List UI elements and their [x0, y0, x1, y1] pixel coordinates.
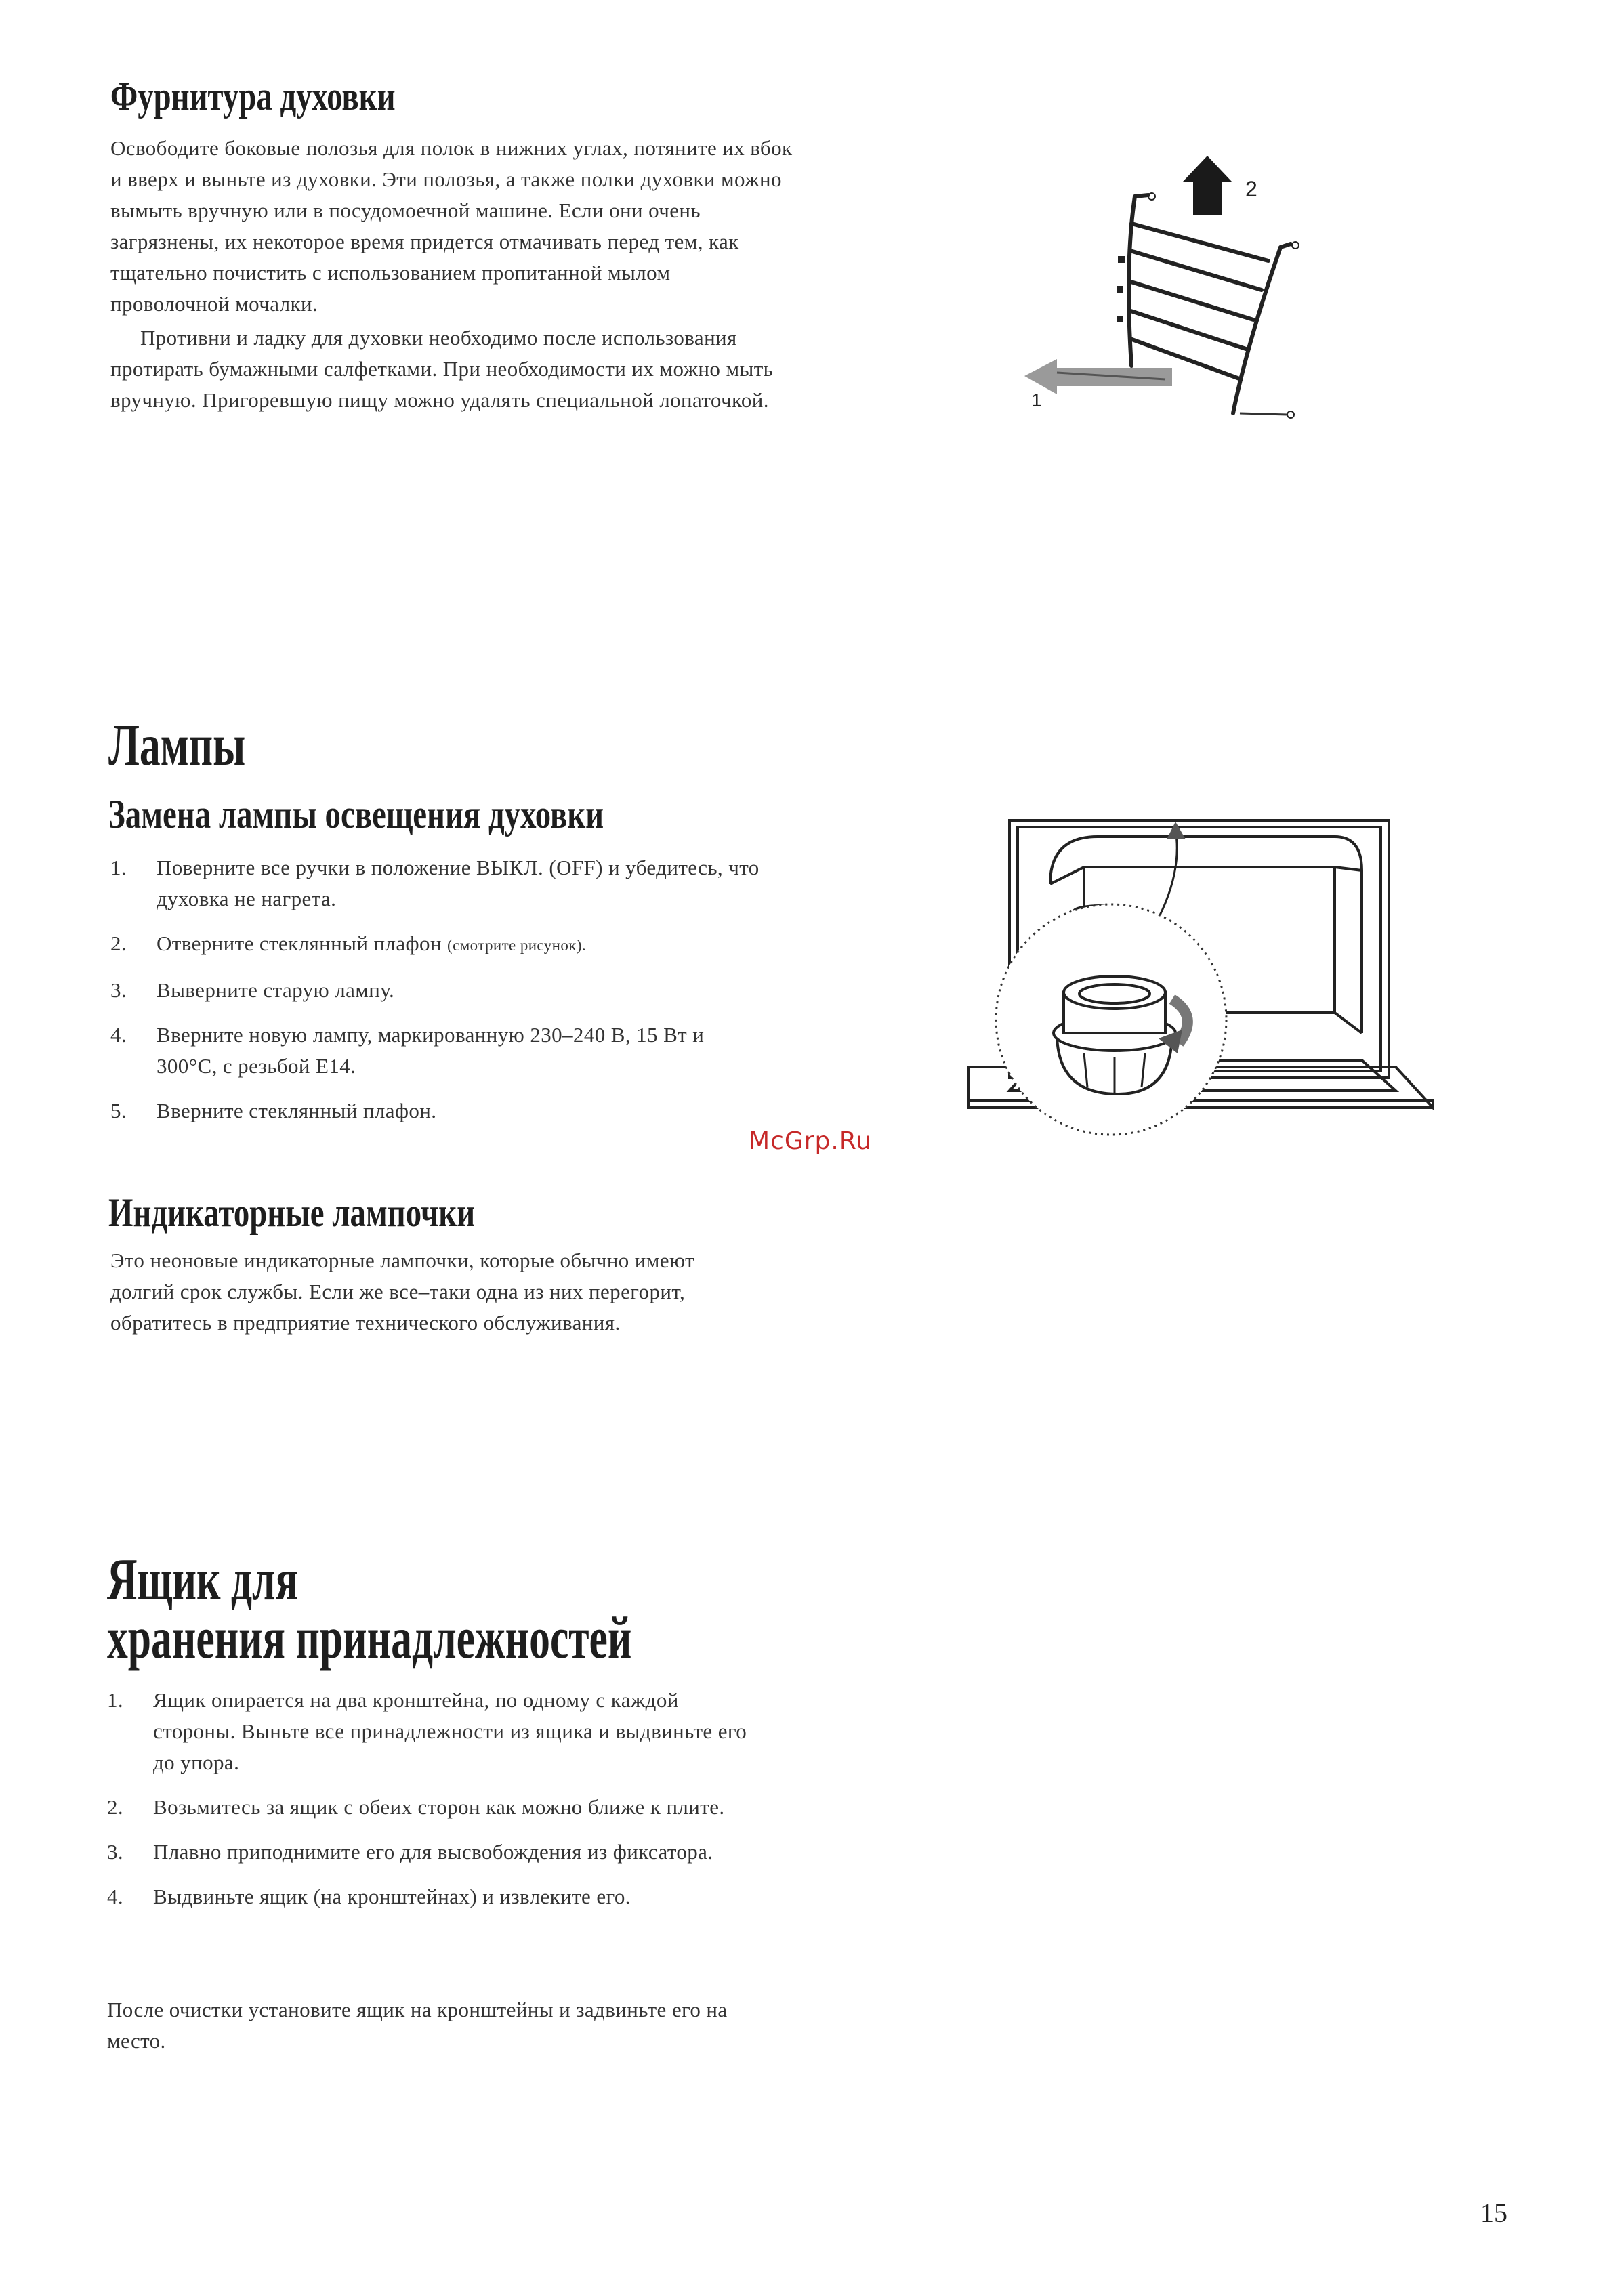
lamp-replacement-steps [110, 852, 761, 1127]
indicator-lamps-text: Это неоновые индикаторные лампочки, которые обычно имеют долгий срок службы. Если же все–таки одна из них перегорит, обратитесь в предприятие технического обслуживания. [110, 1249, 695, 1335]
arrow-left-icon [1024, 359, 1172, 394]
oven-fittings-paragraph-2: Противни и ладку для духовки необходимо после использования протирать бумажными салфетками. При необходимости их можно мыть вручную. Пригоревшую пищу можно удалять специальной лопаточкой. [110, 326, 774, 412]
page-number: 15 [1480, 2198, 1507, 2228]
list-item: 5. Вверните стеклянный плафон. [110, 1099, 437, 1122]
list-item: 1. Ящик опирается на два кронштейна, по одному с каждой стороны. Выньте все принадлежности из ящика и выдвиньте его до упора. [107, 1688, 747, 1774]
list-item: 2. Возьмитесь за ящик с обеих сторон как можно ближе к плите. [107, 1795, 725, 1819]
list-item: 4. Выдвиньте ящик (на кронштейнах) и извлеките его. [107, 1885, 631, 1908]
figure-label-1: 1 [1031, 390, 1042, 411]
list-item: 2. Отверните стеклянный плафон (смотрите рисунок). [110, 931, 587, 955]
section-title-oven-fittings: Фурнитура духовки [110, 74, 396, 119]
oven-lamp-illustration [955, 816, 1457, 1182]
section-title-storage-drawer: Ящик для хранения принадлежностей [107, 1547, 632, 1671]
arrow-up-icon [1183, 156, 1232, 215]
list-item: 1. Поверните все ручки в положение ВЫКЛ. (OFF) и убедитесь, что духовка не нагрета. [110, 856, 759, 910]
storage-drawer-steps [107, 1685, 757, 1912]
section-title-lamps: Лампы [108, 713, 246, 778]
list-item: 3. Выверните старую лампу. [110, 978, 395, 1002]
subsection-title-oven-lamp: Замена лампы освещения духовки [108, 792, 604, 837]
storage-drawer-after-text: После очистки установите ящик на кронштейны и задвиньте его на место. [107, 1998, 728, 2053]
subsection-title-indicator-lamps: Индикаторные лампочки [108, 1190, 476, 1235]
oven-fittings-text [110, 133, 795, 416]
watermark-text: McGrp.Ru [749, 1127, 873, 1155]
shelf-runner-illustration [1016, 142, 1328, 427]
list-item: 3. Плавно приподнимите его для высвобождения из фиксатора. [107, 1840, 713, 1864]
figure-label-2: 2 [1245, 177, 1257, 201]
oven-fittings-paragraph-1: Освободите боковые полозья для полок в нижних углах, потяните их вбок и вверх и выньте из духовки. Эти полозья, а также полки духовки можно вымыть вручную или в посудомоечной машине. Если они очень загрязнены, их некоторое время придется отмачивать перед тем, как тщательно почистить с использованием пропитанной мылом проволочной мочалки. [110, 136, 793, 316]
list-item: 4. Вверните новую лампу, маркированную 230–240 В, 15 Вт и 300°С, с резьбой Е14. [110, 1023, 705, 1078]
